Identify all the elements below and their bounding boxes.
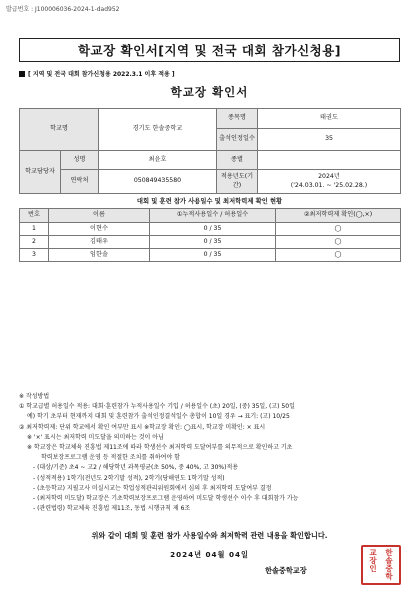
name-label: 성명 <box>61 151 99 170</box>
manager-label: 학교담당자 <box>20 151 61 194</box>
header-note-text: [ 지역 및 전국 대회 참가신청용 2022.3.1 이후 적용 ] <box>28 71 175 78</box>
note-item: ※ 학교장은 학교체육 진흥법 제11조에 따라 학생선수 최저학력 도달여부를 의무적으로 확인하고 기초 <box>27 444 293 452</box>
seal-glyph: 교 <box>369 548 377 558</box>
note-item: - (성적적용) 1학기(전년도 2학기말 성적), 2학기(당해연도 1학기말 성적) <box>33 474 225 482</box>
note-item: ※ '×' 표시는 최저학력 미도달을 의미하는 것이 아님 <box>27 433 164 441</box>
col-header-name: 이름 <box>49 209 150 223</box>
row-number: 1 <box>20 223 49 236</box>
row-days: 0 / 35 <box>150 223 276 236</box>
row-academic: ◯ <box>276 249 401 262</box>
position-label: 종별 <box>217 151 258 170</box>
table-row <box>20 223 401 236</box>
note-item: - (대상/기준) 초4 ~ 고2 / 해당학년 과목평균(초 50%, 중 40%, 고 30%)적용 <box>33 464 239 472</box>
table-row <box>20 236 401 249</box>
year-value: 2024년 <box>318 173 340 181</box>
status-table <box>19 208 401 262</box>
issue-number: 발급번호 : J100006036-2024-1-dad952 <box>6 6 120 13</box>
school-value: 경기도 한솔중학교 <box>99 109 217 151</box>
seal-glyph: 학 <box>385 572 393 582</box>
attend-value: 35 <box>258 129 401 151</box>
principal-signature: 한솔중학교장 <box>265 566 307 575</box>
row-academic: ◯ <box>276 236 401 249</box>
period-value: ('24.03.01. ~ '25.02.28.) <box>290 181 368 189</box>
row-days: 0 / 35 <box>150 236 276 249</box>
school-label: 학교명 <box>20 109 99 151</box>
note-item: 예) 학기 초부터 현재까지 대회 및 훈련참가 출석인정결석일수 총합이 10일 경우 → 표기: (고) 10/25 <box>27 413 290 421</box>
col-header-academic: ②최저학력제 확인(◯,×) <box>276 209 401 223</box>
row-name: 이현수 <box>49 223 150 236</box>
seal-glyph: 솔 <box>385 556 393 566</box>
issue-date: 2024년 04월 04일 <box>170 550 249 559</box>
note-heading: ※ 작성방법 <box>19 393 50 400</box>
year-cell <box>258 170 401 194</box>
document-title: 학교장 확인서 <box>170 85 249 99</box>
note-item: ① 학교급별 허용일수 적용: 대회·훈련참가 누적사용일수 기입 / 허용일수 (초) 20일, (중) 35일, (고) 50일 <box>19 403 295 411</box>
contact-label: 연락처 <box>61 170 99 194</box>
note-item: - (관련법령) 학교체육 진흥법 제11조, 동법 시행규칙 제 6조 <box>33 505 191 513</box>
seal-glyph: 장 <box>369 556 377 566</box>
row-academic: ◯ <box>276 223 401 236</box>
row-name: 김태우 <box>49 236 150 249</box>
row-days: 0 / 35 <box>150 249 276 262</box>
status-table-header <box>20 209 401 223</box>
table-row <box>20 249 401 262</box>
school-seal-stamp <box>361 545 401 585</box>
status-table-title: 대회 및 훈련 참가 사용일수 및 최저학력제 확인 현황 <box>136 198 283 205</box>
seal-glyph: 한 <box>385 548 393 558</box>
event-value: 태권도 <box>258 109 401 129</box>
note-item: - (초등학교) 지필고사 미실시교는 학업성적관리위원회에서 심의 후 최저학력 도달여부 결정 <box>33 484 272 492</box>
row-number: 2 <box>20 236 49 249</box>
name-value: 최윤호 <box>99 151 217 170</box>
row-number: 3 <box>20 249 49 262</box>
header-note <box>19 69 175 78</box>
header-title: 학교장 확인서[지역 및 전국 대회 참가신청용] <box>19 38 400 62</box>
square-bullet-icon <box>19 71 25 77</box>
contact-value: 050849435580 <box>99 170 217 194</box>
school-info-table <box>19 108 401 194</box>
seal-glyph: 인 <box>369 564 377 574</box>
col-header-days: ①누적사용일수 / 허용일수 <box>150 209 276 223</box>
note-item: 학력보장프로그램 운영 등 적절한 조치를 취하여야 함 <box>41 454 180 462</box>
writing-instructions <box>19 392 404 514</box>
event-label: 종목명 <box>217 109 258 129</box>
note-item: - (최저학력 미도달) 학교장은 기초학력보장프로그램 운영하여 미도달 학생선수 이수 후 대회참가 가능 <box>33 495 299 503</box>
seal-glyph: 중 <box>385 564 393 574</box>
col-header-number: 번호 <box>20 209 49 223</box>
position-value <box>258 151 401 170</box>
attend-label: 출석인정일수 <box>217 129 258 151</box>
row-name: 임한솔 <box>49 249 150 262</box>
confirmation-statement: 위와 같이 대회 및 훈련 참가 사용일수와 최저학력 관련 내용을 확인합니다. <box>91 531 328 540</box>
year-label: 적용년도(기간) <box>217 170 258 194</box>
note-item: ② 최저학력제: 단위 학교에서 확인 여부만 표시 ※학교장 확인: ◯표시, 학교장 미확인: × 표시 <box>19 423 266 431</box>
